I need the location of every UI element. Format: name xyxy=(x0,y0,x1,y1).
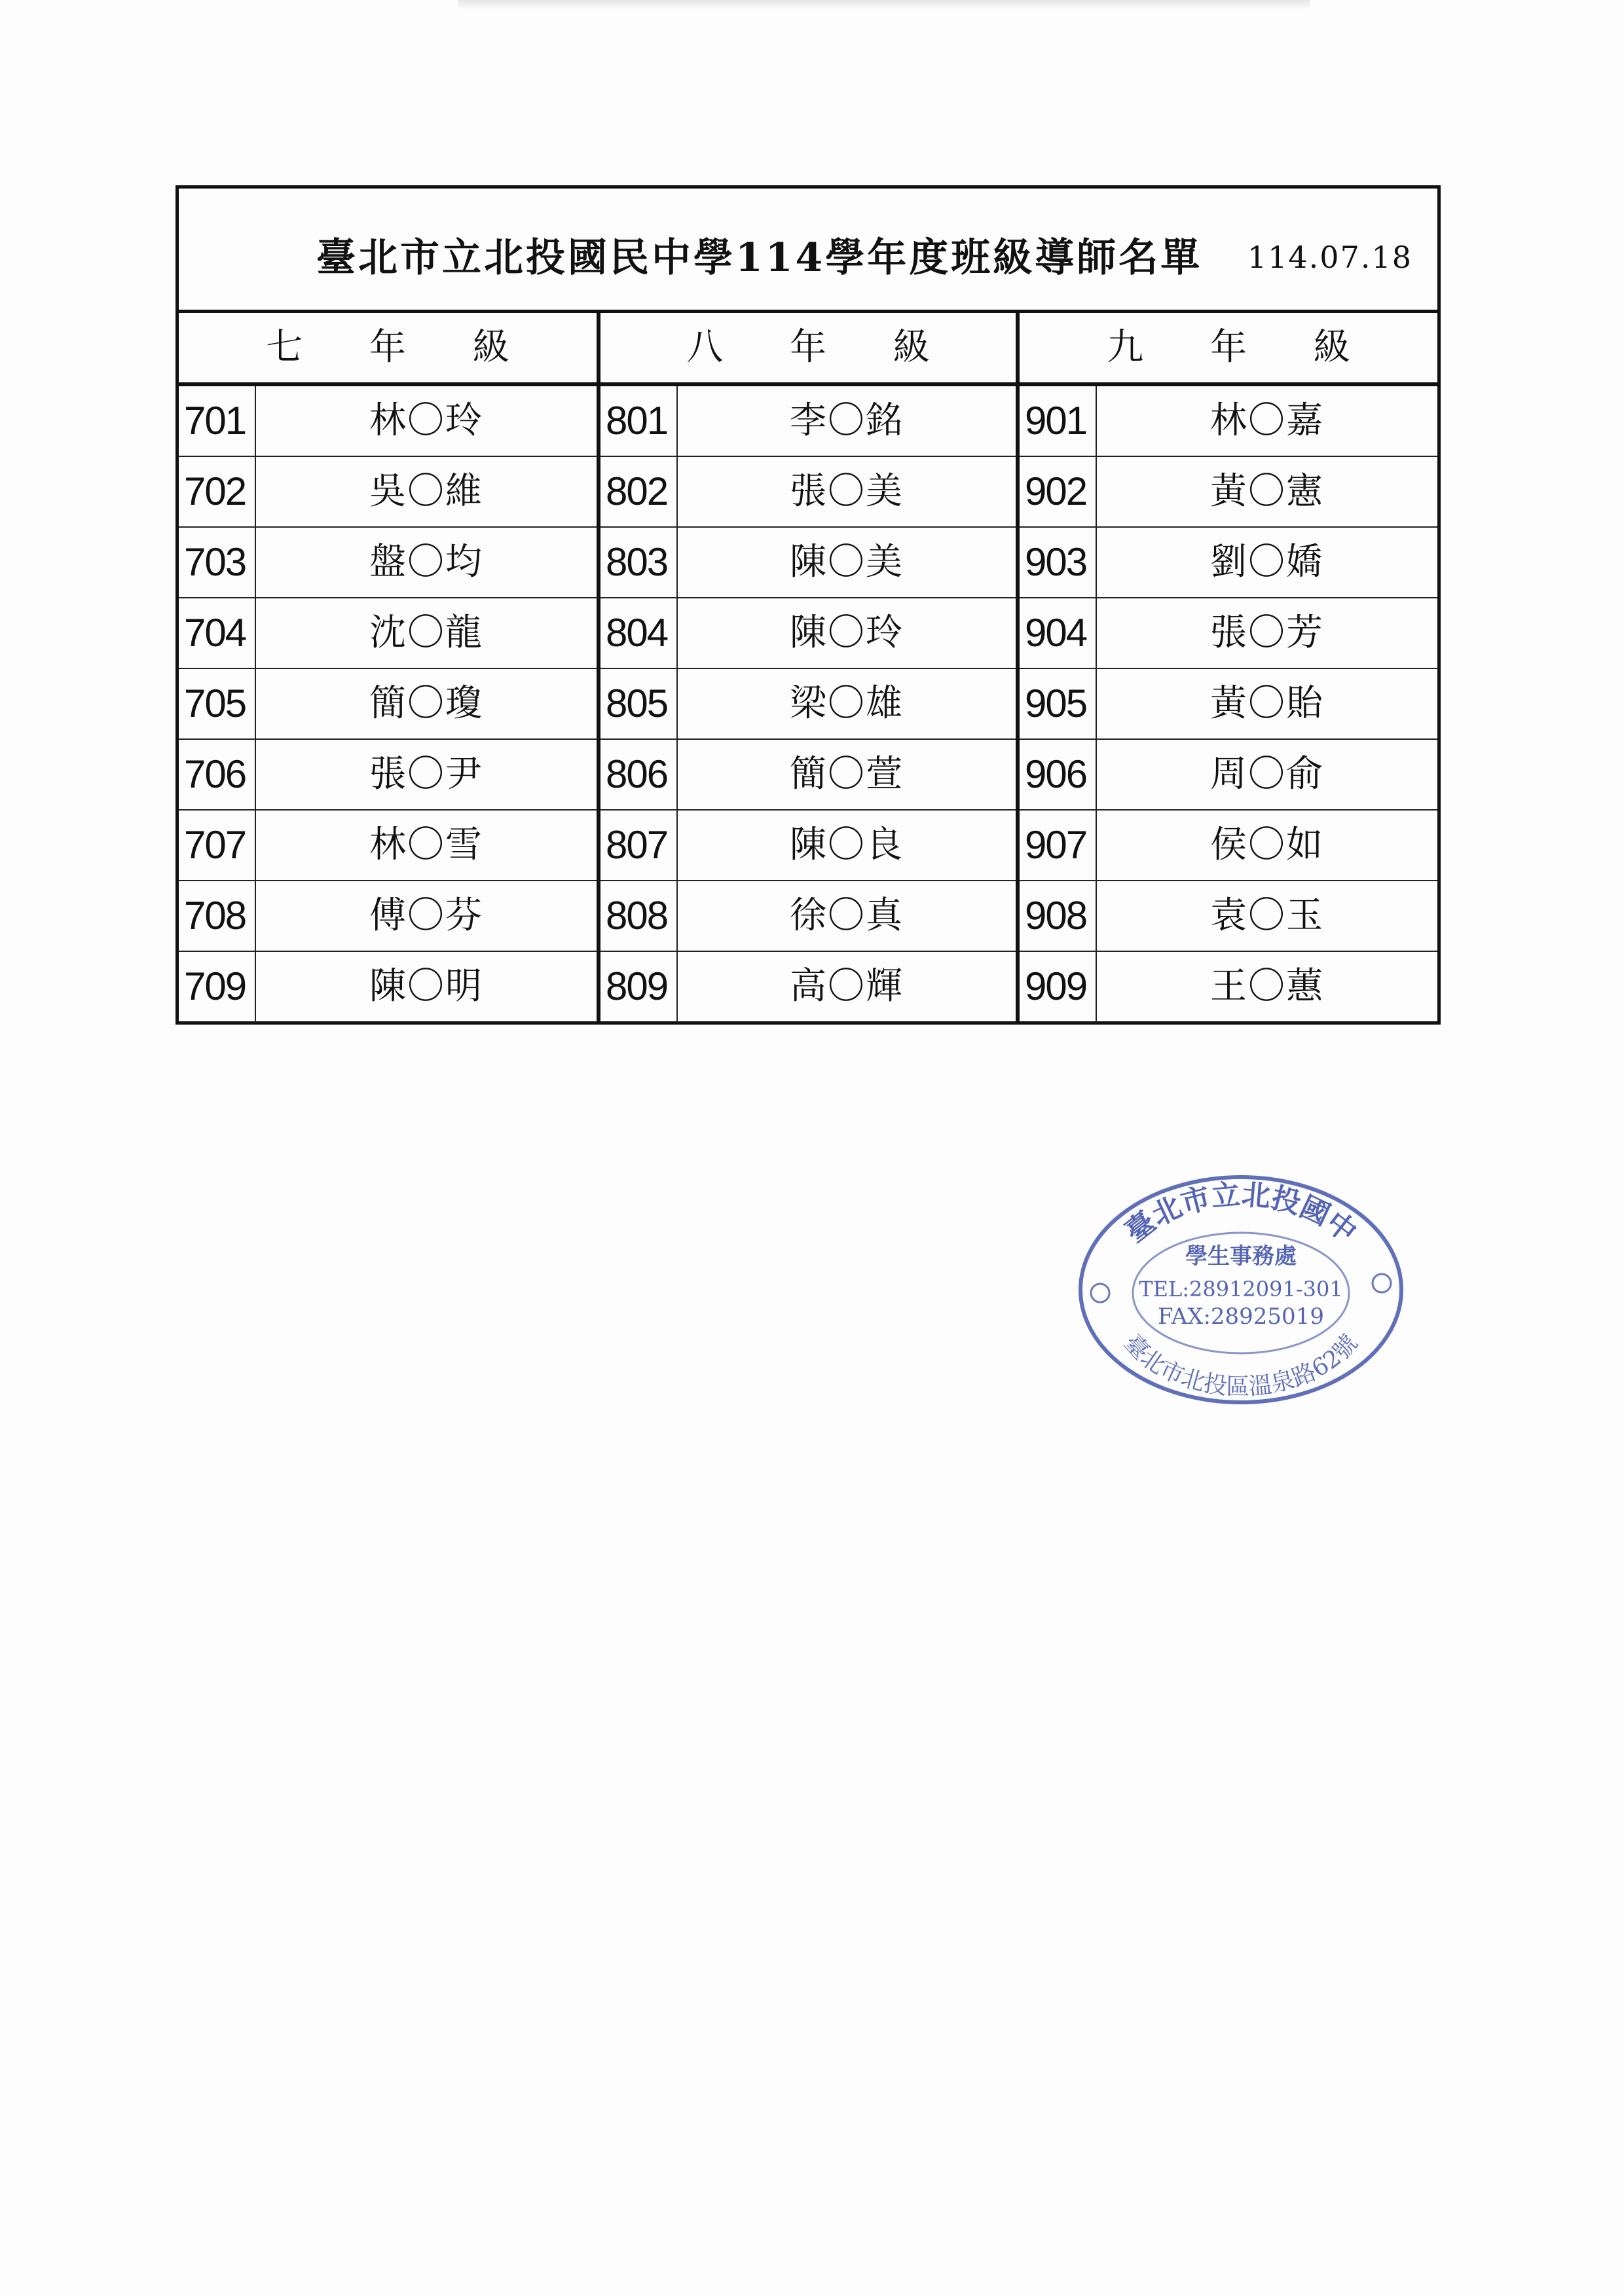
grade-header: 九 年 級 xyxy=(1020,313,1437,386)
table-row xyxy=(179,386,597,457)
teacher-name: 李〇銘 xyxy=(790,399,904,442)
table-row xyxy=(1020,386,1437,457)
class-number: 704 xyxy=(179,598,256,668)
teacher-name: 侯〇如 xyxy=(1210,824,1324,866)
table-row xyxy=(179,811,597,881)
class-number: 702 xyxy=(179,457,256,526)
teacher-name: 簡〇萱 xyxy=(790,753,904,795)
table-row xyxy=(1020,881,1437,952)
teacher-name: 傅〇芬 xyxy=(369,894,483,937)
grade-grid xyxy=(179,313,1437,1021)
svg-text:臺北市立北投國中 xyxy=(1119,1178,1363,1249)
class-number: 902 xyxy=(1020,457,1097,526)
table-row xyxy=(179,669,597,740)
table-row xyxy=(600,811,1016,881)
class-number: 809 xyxy=(600,952,678,1023)
class-number: 907 xyxy=(1020,811,1097,880)
teacher-name: 劉〇嬌 xyxy=(1210,541,1324,583)
table-row xyxy=(1020,669,1437,740)
teacher-name: 高〇輝 xyxy=(790,965,904,1008)
class-number: 708 xyxy=(179,881,256,951)
scan-shadow xyxy=(458,0,1310,9)
teacher-name: 張〇美 xyxy=(790,470,904,513)
teacher-name: 沈〇龍 xyxy=(369,611,483,654)
table-row xyxy=(1020,528,1437,598)
class-number: 807 xyxy=(600,811,678,880)
table-row xyxy=(179,528,597,598)
teacher-name: 陳〇玲 xyxy=(790,611,904,654)
class-number: 805 xyxy=(600,669,678,738)
class-number: 803 xyxy=(600,528,678,597)
teacher-name: 張〇尹 xyxy=(369,753,483,795)
teacher-name: 簡〇瓊 xyxy=(369,682,483,725)
table-row xyxy=(179,598,597,669)
class-number: 906 xyxy=(1020,740,1097,809)
class-number: 804 xyxy=(600,598,678,668)
table-row xyxy=(600,598,1016,669)
stamp-outer-top: 臺北市立北投國中 xyxy=(1118,1178,1363,1250)
document-title: 臺北市立北投國民中學114學年度班級導師名單 xyxy=(316,235,1203,281)
svg-text:臺北市北投區溫泉路62號 xyxy=(1118,1330,1363,1400)
class-number: 709 xyxy=(179,952,256,1023)
title-row xyxy=(179,189,1437,313)
class-number: 707 xyxy=(179,811,256,880)
class-number: 801 xyxy=(600,386,678,456)
grade-column-7 xyxy=(179,313,600,1021)
class-number: 904 xyxy=(1020,598,1097,668)
teacher-name: 盤〇均 xyxy=(369,541,483,583)
class-number: 701 xyxy=(179,386,256,456)
teacher-name: 黃〇貽 xyxy=(1210,682,1324,725)
table-row xyxy=(179,740,597,811)
teacher-name: 林〇玲 xyxy=(369,399,483,442)
teacher-name: 周〇俞 xyxy=(1210,753,1324,795)
teacher-name: 陳〇良 xyxy=(790,824,904,866)
document-date: 114.07.18 xyxy=(1247,240,1412,275)
plum-blossom-icon xyxy=(1373,1274,1391,1292)
table-row xyxy=(179,952,597,1023)
teacher-name: 王〇蕙 xyxy=(1210,965,1324,1008)
class-number: 802 xyxy=(600,457,678,526)
table-row xyxy=(179,881,597,952)
grade-column-8 xyxy=(600,313,1020,1021)
teacher-name: 林〇嘉 xyxy=(1210,399,1324,442)
class-number: 908 xyxy=(1020,881,1097,951)
table-row xyxy=(600,528,1016,598)
table-row xyxy=(179,457,597,528)
table-row xyxy=(600,740,1016,811)
stamp-office: 學生事務處 xyxy=(1185,1243,1297,1269)
table-row xyxy=(600,952,1016,1023)
teacher-name: 陳〇明 xyxy=(369,965,483,1008)
teacher-name: 林〇雪 xyxy=(369,824,483,866)
class-number: 903 xyxy=(1020,528,1097,597)
grade-header: 八 年 級 xyxy=(600,313,1016,386)
table-row xyxy=(1020,740,1437,811)
table-row xyxy=(1020,952,1437,1023)
class-number: 705 xyxy=(179,669,256,738)
class-number: 806 xyxy=(600,740,678,809)
table-row xyxy=(1020,598,1437,669)
teacher-name: 陳〇美 xyxy=(790,541,904,583)
table-row xyxy=(600,457,1016,528)
class-number: 909 xyxy=(1020,952,1097,1023)
grade-column-9 xyxy=(1020,313,1437,1021)
class-number: 905 xyxy=(1020,669,1097,738)
plum-blossom-icon xyxy=(1091,1284,1109,1302)
teacher-name: 張〇芳 xyxy=(1210,611,1324,654)
teacher-name: 梁〇雄 xyxy=(790,682,904,725)
teacher-name: 袁〇玉 xyxy=(1210,894,1324,937)
seal-graphic xyxy=(1074,1172,1408,1408)
class-number: 703 xyxy=(179,528,256,597)
teacher-name: 吳〇維 xyxy=(369,470,483,513)
teacher-name: 黃〇憲 xyxy=(1210,470,1324,513)
table-row xyxy=(1020,457,1437,528)
stamp-tel: TEL:28912091-301 xyxy=(1139,1277,1343,1302)
table-row xyxy=(600,881,1016,952)
stamp-outer-bottom: 臺北市北投區溫泉路62號 xyxy=(1118,1330,1363,1401)
class-number: 706 xyxy=(179,740,256,809)
office-seal-stamp xyxy=(1074,1172,1408,1408)
class-number: 808 xyxy=(600,881,678,951)
stamp-fax: FAX:28925019 xyxy=(1158,1303,1324,1330)
grade-header: 七 年 級 xyxy=(179,313,597,386)
teacher-name: 徐〇真 xyxy=(790,894,904,937)
table-row xyxy=(600,386,1016,457)
class-number: 901 xyxy=(1020,386,1097,456)
table-row xyxy=(600,669,1016,740)
teacher-list-table xyxy=(175,185,1441,1025)
table-row xyxy=(1020,811,1437,881)
